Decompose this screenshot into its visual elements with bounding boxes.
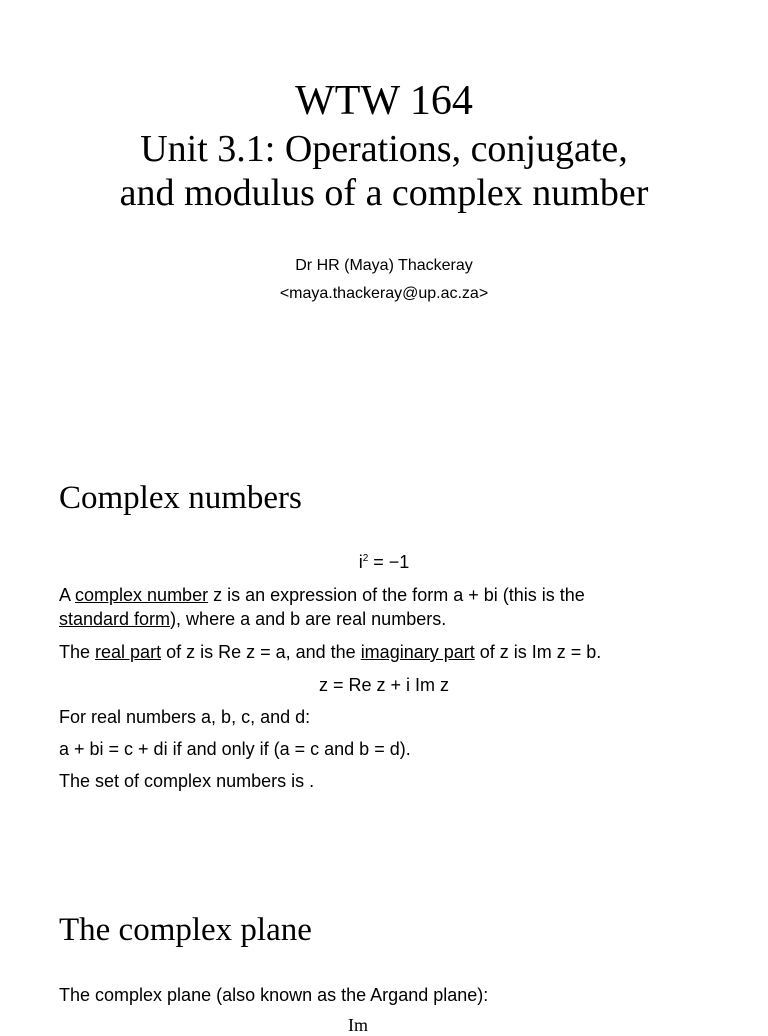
real-numbers-line: For real numbers a, b, c, and d: (59, 707, 311, 727)
text-segment: The (59, 642, 96, 662)
author-email: <maya.thackeray@up.ac.za> (279, 285, 489, 302)
text-segment: ), where a and b are real numbers. (170, 609, 447, 629)
i-squared-base: i (358, 552, 363, 572)
term-standard-form: standard form (59, 609, 171, 629)
definition-line-1 (59, 584, 585, 606)
unit-title-line-1: Unit 3.1: Operations, conjugate, (140, 128, 628, 170)
formula-line: z = Re z + i Im z (318, 675, 450, 695)
author-name: Dr HR (Maya) Thackeray (295, 257, 473, 274)
text-segment: of z is Re z = a, and the (161, 642, 361, 662)
term-complex-number: complex number (75, 585, 209, 605)
text-segment: z is an expression of the form a + bi (this is the (208, 585, 585, 605)
text-segment: A (59, 585, 76, 605)
complex-numbers-slide (0, 430, 768, 860)
slide-heading: The complex plane (59, 912, 312, 948)
equality-line: a + bi = c + di if and only if (a = c and b = d). (59, 739, 411, 759)
slide-heading: Complex numbers (59, 480, 302, 516)
i-squared-equation (0, 551, 768, 573)
i-squared-exponent: 2 (362, 553, 369, 564)
set-line: The set of complex numbers is . (59, 771, 315, 791)
definition-line-2 (59, 608, 446, 630)
axis-label-partial: Im (348, 1015, 368, 1035)
complex-plane-slide (0, 860, 768, 1035)
text-segment: of z is Im z = b. (474, 642, 602, 662)
title-slide (0, 0, 768, 430)
parts-line (59, 641, 601, 663)
term-imaginary-part: imaginary part (360, 642, 475, 662)
unit-title (0, 127, 768, 215)
unit-title-line-2: and modulus of a complex number (119, 172, 649, 214)
term-real-part: real part (95, 642, 162, 662)
course-title: WTW 164 (295, 78, 473, 124)
i-squared-rest: = −1 (368, 552, 410, 572)
plane-description: The complex plane (also known as the Argand plane): (59, 985, 489, 1005)
